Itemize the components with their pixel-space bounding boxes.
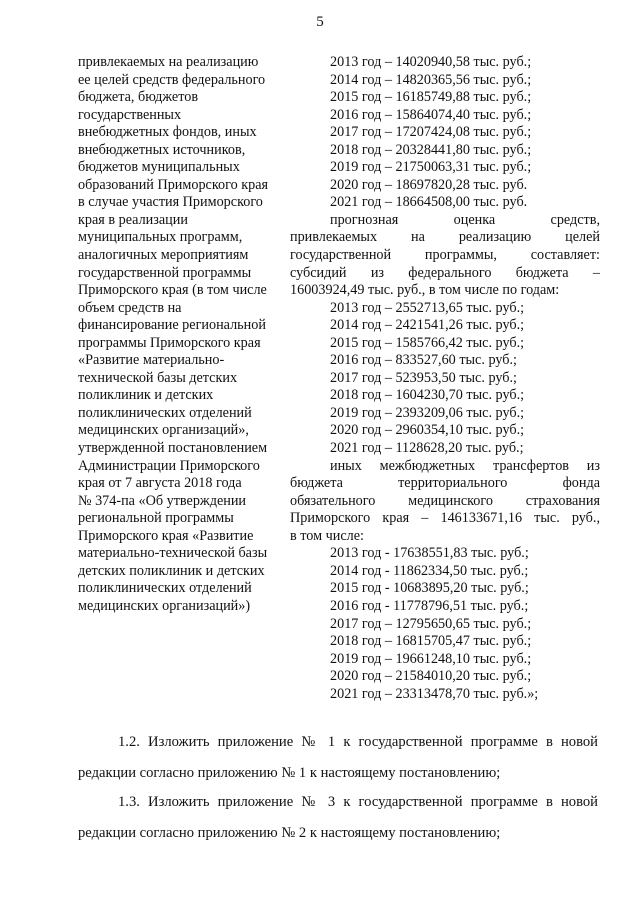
funding-year-line: 2016 год – 15864074,40 тыс. руб.; [330, 106, 532, 123]
left-line: региональной программы [78, 510, 234, 527]
funding-year-line: 2015 год – 16185749,88 тыс. руб.; [330, 89, 532, 106]
transfer-text-line: иных межбюджетных трансфертов из [330, 457, 600, 474]
left-line: программы Приморского края [78, 334, 261, 351]
subsidy-year-line: 2014 год – 2421541,26 тыс. руб.; [330, 317, 525, 334]
transfer-year-line: 2016 год - 11778796,51 тыс. руб.; [330, 597, 529, 614]
forecast-text-line: субсидий из федерального бюджета – [290, 264, 600, 281]
left-line: Приморского края (в том числе [78, 282, 267, 299]
transfer-year-line: 2019 год – 19661248,10 тыс. руб.; [330, 650, 532, 667]
left-line: аналогичных мероприятиям [78, 247, 249, 264]
left-line: медицинских организаций», [78, 422, 249, 439]
subsidy-year-line: 2020 год – 2960354,10 тыс. руб.; [330, 422, 525, 439]
left-line: Приморского края «Развитие [78, 527, 254, 544]
left-line: медицинских организаций») [78, 597, 251, 614]
left-line: государственной программы [78, 264, 252, 281]
left-line: поликлинических отделений [78, 404, 252, 421]
paragraph-1-2 [78, 734, 598, 782]
left-line: объем средств на [78, 299, 182, 316]
left-line: края от 7 августа 2018 года [78, 475, 242, 492]
left-line: технической базы детских [78, 369, 238, 386]
subsidy-year-line: 2016 год – 833527,60 тыс. руб.; [330, 352, 517, 369]
left-line: «Развитие материально- [78, 352, 225, 369]
left-column [78, 54, 293, 616]
subsidy-year-line: 2015 год – 1585766,42 тыс. руб.; [330, 334, 525, 351]
transfer-year-line: 2013 год - 17638551,83 тыс. руб.; [330, 545, 529, 562]
left-line: образований Приморского края [78, 176, 269, 193]
paragraph-first-line: 1.2. Изложить приложение № 1 к государственной программе в новой [118, 734, 598, 750]
transfer-text-line: в том числе: [290, 527, 364, 544]
subsidy-year-line: 2017 год – 523953,50 тыс. руб.; [330, 369, 517, 386]
transfer-year-line: 2017 год – 12795650,65 тыс. руб.; [330, 615, 532, 632]
forecast-text-line: привлекаемых на реализацию целей [290, 229, 600, 246]
transfer-text-line: бюджета территориального фонда [290, 475, 600, 492]
funding-year-line: 2013 год – 14020940,58 тыс. руб.; [330, 54, 532, 70]
left-line: утвержденной постановлением [78, 440, 268, 457]
left-line: детских поликлиник и детских [78, 562, 265, 579]
funding-year-line: 2019 год – 21750063,31 тыс. руб.; [330, 159, 532, 176]
funding-year-line: 2020 год – 18697820,28 тыс. руб. [330, 176, 528, 193]
paragraph-second-line: редакции согласно приложению № 1 к настоящему постановлению; [78, 765, 501, 781]
funding-year-line: 2021 год – 18664508,00 тыс. руб. [330, 194, 528, 211]
funding-year-line: 2018 год – 20328441,80 тыс. руб.; [330, 141, 532, 158]
paragraph-1-3 [78, 794, 598, 842]
forecast-text-line: прогнозная оценка средств, [330, 211, 600, 228]
left-line: поликлиник и детских [78, 387, 214, 404]
left-line: Администрации Приморского [78, 457, 260, 474]
left-line: края в реализации [78, 211, 188, 228]
left-line: бюджета, бюджетов [78, 89, 199, 106]
transfer-year-line: 2015 год - 10683895,20 тыс. руб.; [330, 580, 529, 597]
transfer-year-line: 2018 год – 16815705,47 тыс. руб.; [330, 633, 532, 650]
subsidy-year-line: 2019 год – 2393209,06 тыс. руб.; [330, 404, 525, 421]
left-line: бюджетов муниципальных [78, 159, 240, 176]
left-line: ее целей средств федерального [78, 71, 266, 88]
paragraph-second-line: редакции согласно приложению № 2 к настоящему постановлению; [78, 825, 501, 841]
left-line: привлекаемых на реализацию [78, 54, 259, 70]
right-column [290, 54, 600, 703]
left-line: муниципальных программ, [78, 229, 243, 246]
transfer-text-line: Приморского края – 146133671,16 тыс. руб., [290, 510, 600, 527]
left-line: № 374-па «Об утверждении [78, 492, 247, 509]
transfer-year-line: 2021 год – 23313478,70 тыс. руб.»; [330, 685, 539, 702]
forecast-text-line: государственной программы, составляет: [290, 247, 600, 264]
transfer-text-line: обязательного медицинского страхования [290, 492, 600, 509]
paragraph-first-line: 1.3. Изложить приложение № 3 к государственной программе в новой [118, 794, 598, 810]
left-line: финансирование региональной [78, 317, 266, 334]
left-line: внебюджетных источников, [78, 141, 246, 158]
funding-year-line: 2014 год – 14820365,56 тыс. руб.; [330, 71, 532, 88]
transfer-year-line: 2014 год - 11862334,50 тыс. руб.; [330, 562, 529, 579]
left-line: материально-технической базы [78, 545, 268, 562]
left-line: государственных [78, 106, 182, 123]
left-line: внебюджетных фондов, иных [78, 124, 257, 141]
subsidy-year-line: 2018 год – 1604230,70 тыс. руб.; [330, 387, 525, 404]
subsidy-year-line: 2013 год – 2552713,65 тыс. руб.; [330, 299, 525, 316]
page-number: 5 [316, 14, 324, 30]
forecast-text-line: 16003924,49 тыс. руб., в том числе по годам: [290, 282, 560, 299]
left-line: поликлинических отделений [78, 580, 252, 597]
funding-year-line: 2017 год – 17207424,08 тыс. руб.; [330, 124, 532, 141]
left-line: в случае участия Приморского [78, 194, 263, 211]
subsidy-year-line: 2021 год – 1128628,20 тыс. руб.; [330, 440, 524, 457]
transfer-year-line: 2020 год – 21584010,20 тыс. руб.; [330, 668, 532, 685]
